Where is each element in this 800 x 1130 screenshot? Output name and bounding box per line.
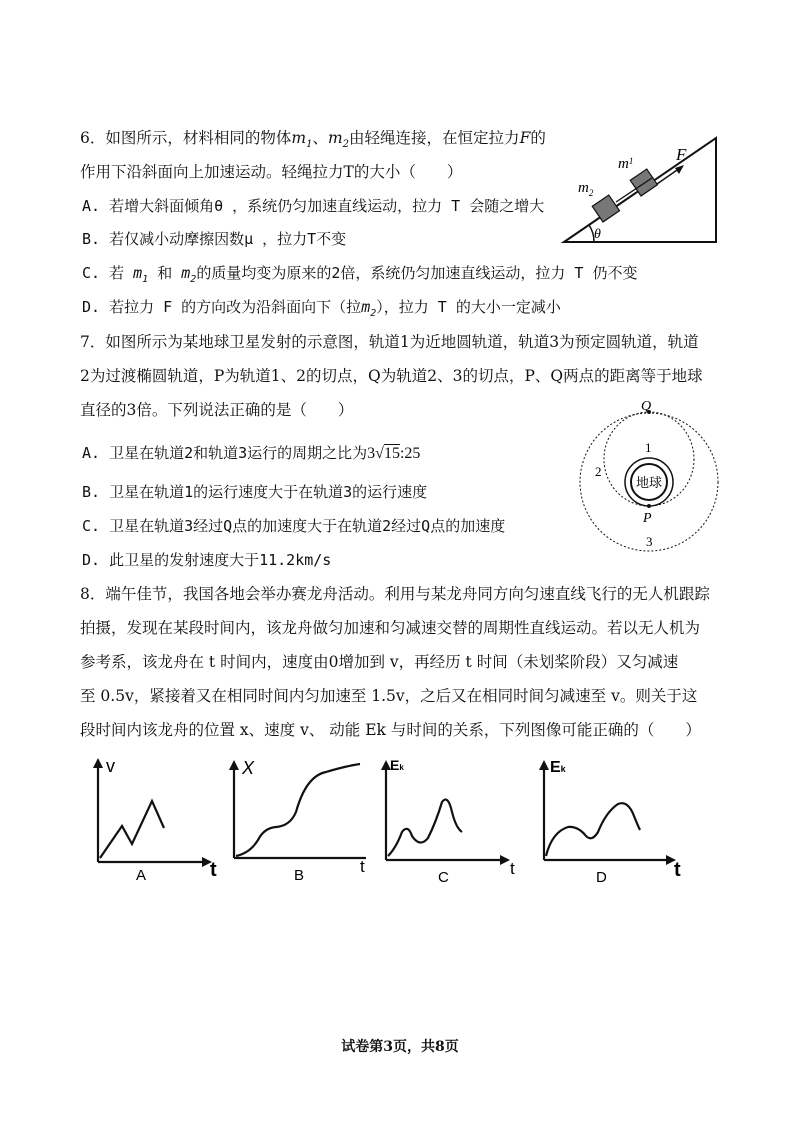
graph-d xyxy=(530,752,690,886)
orbit-3-label: 3 xyxy=(646,534,653,549)
block-m1 xyxy=(630,169,657,196)
q7-option-a: A. 卫星在轨道2和轨道3运行的周期之比为3√15:25 xyxy=(82,444,421,462)
graph-b-y-label: X xyxy=(242,758,255,778)
q6-option-d: D. 若拉力 F 的方向改为沿斜面向下（拉$m_2$），拉力 T 的大小一定减小 xyxy=(82,298,561,319)
graph-d-label: D xyxy=(596,869,607,886)
q7-option-c: C. 卫星在轨道3经过Q点的加速度大于在轨道2经过Q点的加速度 xyxy=(82,517,506,535)
graph-a-curve xyxy=(100,801,164,858)
q7-line1: 7．如图所示为某地球卫星发射的示意图，轨道1为近地圆轨道，轨道3为预定圆轨道，轨道 xyxy=(80,333,699,351)
q8-line3: 参考系，该龙舟在 t 时间内，速度由0增加到 v，再经历 t 时间（未划桨阶段）又匀减速 xyxy=(80,653,679,671)
q6-option-c: C. 若 $m_1$ 和 $m_2$的质量均变为原来的2倍，系统仍匀加速直线运动，拉力 T 仍不变 xyxy=(82,264,638,285)
incline-figure xyxy=(556,126,726,251)
graph-d-y-label: Ek xyxy=(550,759,566,776)
graph-c-t-label: t xyxy=(510,859,515,878)
graph-a-label: A xyxy=(136,867,147,884)
theta-label: θ xyxy=(594,227,601,242)
graph-d-curve xyxy=(546,803,640,856)
block-m2 xyxy=(592,195,619,222)
graph-b xyxy=(220,752,380,886)
f-label: F xyxy=(676,145,687,164)
q6-line1: 6．如图所示，材料相同的物体$m_1$、$m_2$由轻绳连接，在恒定拉力F的 xyxy=(80,129,546,151)
orbit-1-label: 1 xyxy=(645,440,652,455)
q6-line2: 作用下沿斜面向上加速运动。轻绳拉力T的大小（ ） xyxy=(80,163,463,181)
q7-line3: 直径的3倍。下列说法正确的是（ ） xyxy=(80,401,354,419)
q8-line1: 8．端午佳节，我国各地会举办赛龙舟活动。利用与某龙舟同方向匀速直线飞行的无人机跟踪 xyxy=(80,585,710,603)
point-p xyxy=(647,504,651,508)
page-footer: 试卷第3页，共8页 xyxy=(341,1039,459,1055)
q8-line4: 至 0.5v，紧接着又在相同时间内匀加速至 1.5v，之后又在相同时间匀减速至 v。则关于这 xyxy=(80,687,698,705)
graph-c xyxy=(372,756,522,886)
q7-line2: 2为过渡椭圆轨道，P为轨道1、2的切点，Q为轨道2、3的切点，P、Q两点的距离等于地球 xyxy=(80,367,703,385)
graph-b-curve xyxy=(236,764,360,856)
force-arrow-head xyxy=(675,165,684,174)
graph-a-t-label: t xyxy=(210,859,217,881)
graph-b-label: B xyxy=(294,867,305,884)
m1-label: $m^1$ xyxy=(618,156,634,172)
q6-option-a: A. 若增大斜面倾角θ ，系统仍匀加速直线运动，拉力 T 会随之增大 xyxy=(82,197,545,215)
graph-c-curve xyxy=(388,800,462,856)
p-label: P xyxy=(643,511,652,526)
graph-d-t-label: t xyxy=(674,859,681,881)
q6-option-b: B. 若仅减小动摩擦因数μ ，拉力T不变 xyxy=(82,230,347,248)
graph-a xyxy=(84,756,224,886)
graph-c-y-label: Ek xyxy=(390,757,404,773)
graph-a-y-label: v xyxy=(106,756,115,776)
m2-label: $m_2$ xyxy=(578,180,594,198)
q-label: Q xyxy=(641,399,652,414)
earth-label: 地球 xyxy=(635,476,663,491)
q7-option-d: D. 此卫星的发射速度大于11.2km/s xyxy=(82,551,332,569)
graph-c-label: C xyxy=(438,869,449,886)
orbit-2-label: 2 xyxy=(595,464,602,479)
graph-b-t-label: t xyxy=(360,857,365,876)
q7-option-b: B. 卫星在轨道1的运行速度大于在轨道3的运行速度 xyxy=(82,483,428,501)
q8-line5: 段时间内该龙舟的位置 x、速度 v、 动能 Ek 与时间的关系，下列图像可能正确的（ ） xyxy=(80,721,701,739)
orbit-figure xyxy=(575,398,723,556)
q8-line2: 拍摄，发现在某段时间内，该龙舟做匀加速和匀减速交替的周期性直线运动。若以无人机为 xyxy=(80,619,701,637)
